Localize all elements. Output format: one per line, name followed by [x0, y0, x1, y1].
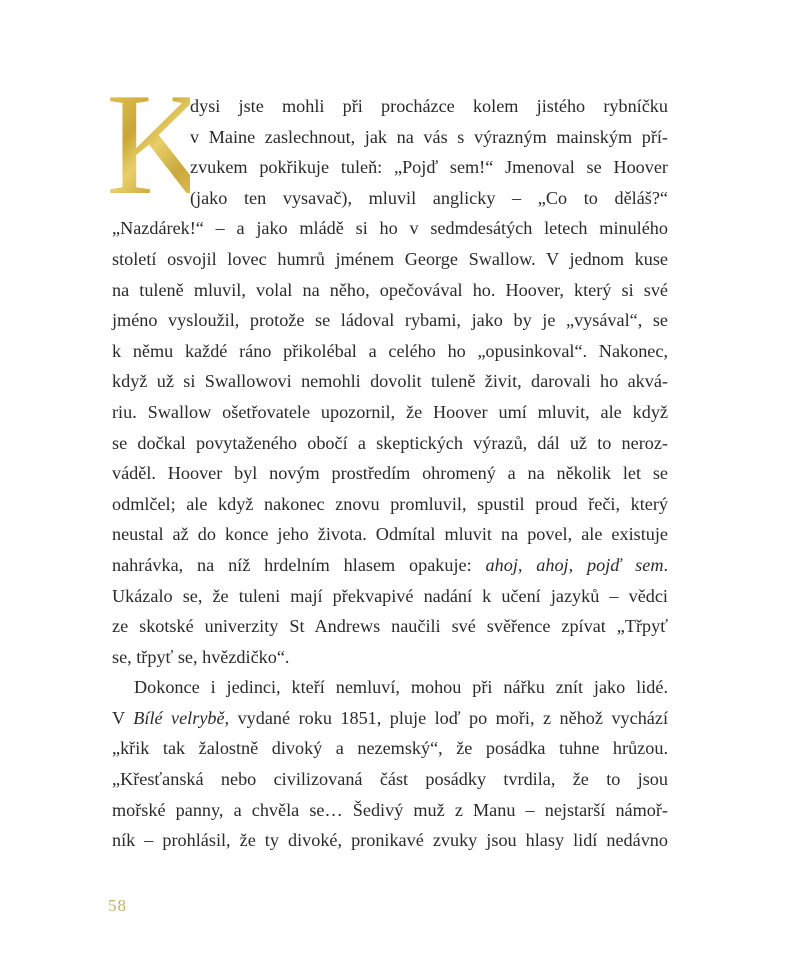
text-line: zvukem pokřikuje tuleň: „Pojď sem!“ Jmenoval se Hoover	[190, 157, 668, 178]
text-line: Dokonce i jedinci, kteří nemluví, mohou při nářku znít jako lidé.	[134, 677, 668, 698]
paragraph-2	[112, 672, 668, 856]
text-line: (jako ten vysavač), mluvil anglicky – „Co to děláš?“	[190, 187, 668, 208]
text-line: ze skotské univerzity St Andrews naučili své svěřence zpívat „Třpyť	[112, 616, 668, 637]
text-line: „křik tak žalostně divoký a nezemský“, že posádka tuhne hrůzou.	[112, 738, 668, 759]
italic-title: Bílé velrybě,	[133, 707, 230, 728]
page-number: 58	[108, 896, 127, 915]
text-line: „Křesťanská nebo civilizovaná část posádky tvrdila, že to jsou	[112, 769, 668, 790]
text-line: odmlčel; ale když nakonec znovu promluvil, spustil proud řeči, který	[112, 493, 668, 514]
text-line: neustal až do konce jeho života. Odmítal mluvit na povel, ale existuje	[112, 524, 668, 545]
text-line: Ukázalo se, že tuleni mají překvapivé nadání k učení jazyků – vědci	[112, 585, 668, 606]
italic-quote: ahoj, ahoj, pojď sem	[485, 554, 664, 575]
text-line	[112, 703, 668, 734]
text-fragment: vydané roku 1851, pluje loď po moři, z něhož vychází	[229, 707, 668, 728]
text-line	[112, 550, 668, 581]
text-line: k němu každé ráno přikolébal a celého ho „opusinkoval“. Nakonec,	[112, 340, 668, 361]
text-line: se dočkal povytaženého obočí a skeptických výrazů, dál už to neroz-	[112, 432, 668, 453]
text-fragment: .	[663, 554, 668, 575]
text-line: ník – prohlásil, že ty divoké, pronikavé zvuky jsou hlasy lidí nedávno	[112, 830, 668, 851]
text-line: váděl. Hoover byl novým prostředím ohromený a na několik let se	[112, 463, 668, 484]
text-line: dysi jste mohli při procházce kolem jistého rybníčku	[190, 96, 668, 116]
text-line: když už si Swallowovi nemohli dovolit tuleně živit, darovali ho akvá-	[112, 371, 668, 392]
drop-cap-letter: K	[106, 63, 210, 225]
body-text	[112, 91, 668, 856]
paragraph-1	[112, 91, 668, 672]
text-fragment: V	[112, 707, 134, 728]
text-line: století osvojil lovec humrů jménem George Swallow. V jednom kuse	[112, 248, 668, 269]
text-line: riu. Swallow ošetřovatele upozornil, že Hoover umí mluvit, ale když	[112, 401, 668, 422]
text-line: na tuleně mluvil, volal na něho, opečovával ho. Hoover, který si své	[112, 279, 668, 300]
text-line: mořské panny, a chvěla se… Šedivý muž z Manu – nejstarší námoř-	[112, 799, 668, 820]
text-line: se, třpyť se, hvězdičko“.	[112, 646, 290, 667]
text-fragment: nahrávka, na níž hrdelním hlasem opakuje:	[112, 554, 486, 575]
text-line: „Nazdárek!“ – a jako mládě si ho v sedmdesátých letech minulého	[112, 218, 668, 239]
text-line: v Maine zaslechnout, jak na vás s výrazným mainským pří-	[190, 126, 668, 147]
text-line: jméno vysloužil, protože se ládoval rybami, jako by je „vysával“, se	[112, 310, 668, 331]
